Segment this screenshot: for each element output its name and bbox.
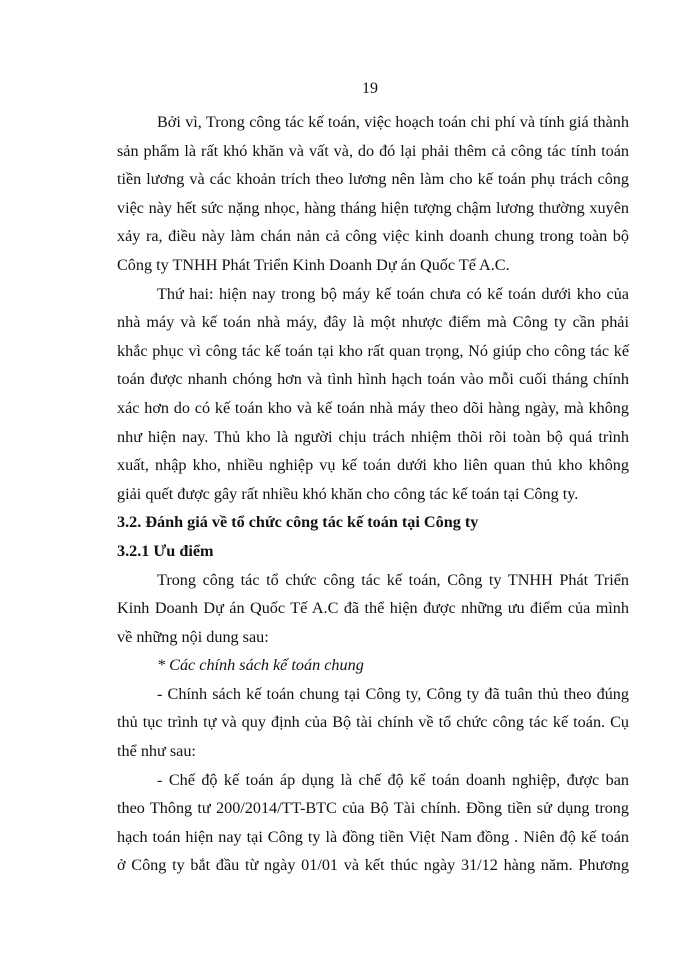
- paragraph-line: nhà máy và kế toán nhà máy, đây là một nhược điểm mà Công ty cần phải: [117, 313, 629, 332]
- paragraph-line: sản phẩm là rất khó khăn và vất và, do đó lại phải thêm cả công tác tính toán: [117, 141, 629, 160]
- paragraph-line: Công ty TNHH Phát Triển Kinh Doanh Dự án Quốc Tế A.C.: [117, 255, 510, 274]
- section-heading: 3.2. Đánh giá về tổ chức công tác kế toán tại Công ty: [117, 513, 479, 532]
- paragraph-line: xác hơn do có kế toán kho và kế toán nhà máy theo dõi hàng ngày, mà không: [117, 398, 629, 417]
- paragraph-line: việc này hết sức nặng nhọc, hàng tháng hiện tượng chậm lương thường xuyên: [117, 198, 629, 217]
- paragraph-line: Bởi vì, Trong công tác kế toán, việc hoạch toán chi phí và tính giá thành: [157, 113, 629, 131]
- paragraph-line: hạch toán hiện nay tại Công ty là đồng tiền Việt Nam đồng . Niên độ kế toán: [117, 827, 629, 846]
- paragraph-line: ở Công ty bắt đầu từ ngày 01/01 và kết thúc ngày 31/12 hàng năm. Phương: [117, 856, 629, 875]
- paragraph-line: - Chính sách kế toán chung tại Công ty, Công ty đã tuân thủ theo đúng: [157, 684, 629, 703]
- paragraph-line: khắc phục vì công tác kế toán tại kho rất quan trọng, Nó giúp cho công tác kế: [117, 341, 629, 360]
- page-number: 19: [362, 80, 378, 97]
- paragraph-line: Trong công tác tổ chức công tác kế toán, Công ty TNHH Phát Triển: [157, 570, 629, 589]
- paragraph-line: - Chế độ kế toán áp dụng là chế độ kế toán doanh nghiệp, được ban: [157, 770, 629, 789]
- paragraph-line: toán được nhanh chóng hơn và tình hình hạch toán vào mỗi cuối tháng chính: [117, 370, 629, 389]
- italic-subheading: * Các chính sách kế toán chung: [157, 656, 364, 675]
- page-content: [117, 108, 629, 880]
- paragraph-line: xảy ra, điều này làm chán nản cả công việc kinh doanh chung trong toàn bộ: [117, 227, 629, 246]
- subsection-heading: 3.2.1 Ưu điểm: [117, 541, 214, 560]
- paragraph-line: xuất, nhập kho, nhiều nghiệp vụ kế toán dưới kho liên quan thủ kho không: [117, 456, 629, 475]
- paragraph-line: Thứ hai: hiện nay trong bộ máy kế toán chưa có kế toán dưới kho của: [157, 284, 629, 303]
- paragraph-line: tiền lương và các khoản trích theo lương nên làm cho kế toán phụ trách công: [117, 170, 629, 189]
- paragraph-line: Kinh Doanh Dự án Quốc Tế A.C đã thể hiện được những ưu điểm của mình: [117, 599, 629, 618]
- paragraph-line: giải quết được gây rất nhiều khó khăn cho công tác kế toán tại Công ty.: [117, 484, 579, 503]
- paragraph-line: thủ tục trình tự và quy định của Bộ tài chính về tổ chức công tác kế toán. Cụ: [117, 713, 629, 732]
- paragraph-line: về những nội dung sau:: [117, 627, 269, 646]
- paragraph-line: như hiện nay. Thủ kho là người chịu trách nhiệm thõi rõi toàn bộ quá trình: [117, 427, 629, 446]
- paragraph-line: theo Thông tư 200/2014/TT-BTC của Bộ Tài chính. Đồng tiền sử dụng trong: [117, 799, 629, 818]
- paragraph-line: thể như sau:: [117, 742, 196, 761]
